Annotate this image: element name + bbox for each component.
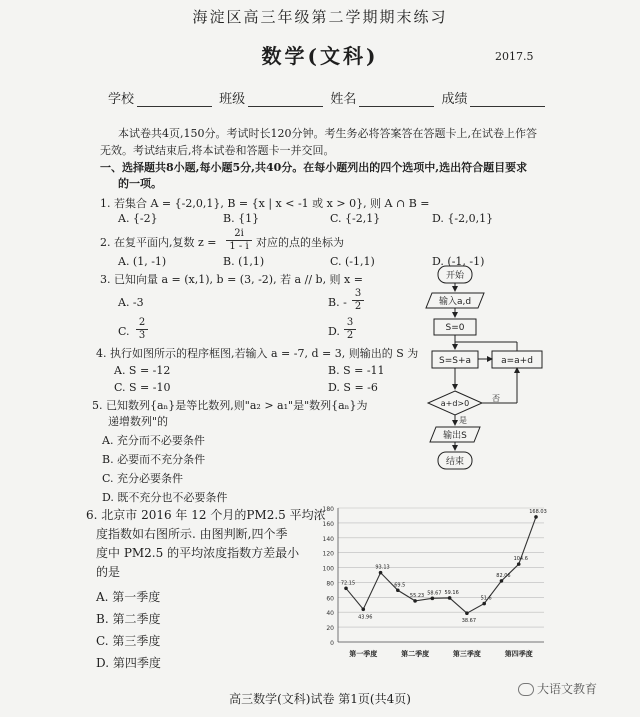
q2-option-c: C. (-1,1) bbox=[330, 255, 375, 268]
data-label: 59.16 bbox=[444, 589, 459, 596]
q3-frac-d-num: 3 bbox=[346, 317, 354, 328]
field-score: 成绩 bbox=[441, 92, 468, 107]
data-point bbox=[413, 599, 417, 603]
chart-axes bbox=[323, 506, 544, 658]
q3-frac-b-den: 2 bbox=[352, 300, 364, 313]
data-label: 82.06 bbox=[496, 572, 511, 579]
y-tick-label: 20 bbox=[326, 625, 334, 633]
exam-title: 海淀区高三年级第二学期期末练习 bbox=[192, 8, 448, 26]
data-label: 168.03 bbox=[529, 508, 547, 515]
x-category-label: 第四季度 bbox=[504, 650, 533, 658]
q6-stem-2: 度指数如右图所示. 由图判断,四个季 bbox=[96, 527, 288, 541]
q2-stem-a: 2. 在复平面内,复数 z = bbox=[100, 236, 217, 249]
y-tick-label: 140 bbox=[322, 535, 334, 543]
q2-option-d: D. (-1, -1) bbox=[432, 255, 485, 268]
q6-stem-4: 的是 bbox=[96, 565, 121, 579]
q2-option-a: A. (1, -1) bbox=[118, 255, 167, 268]
instructions-line2: 无效。考试结束后,将本试卷和答题卡一并交回。 bbox=[100, 144, 335, 157]
data-point bbox=[379, 571, 383, 575]
data-label: 58.67 bbox=[427, 590, 442, 597]
score-blank bbox=[470, 94, 545, 107]
instructions-line1: 本试卷共4页,150分。考试时长120分钟。考生务必将答案答在答题卡上,在试卷上作答 bbox=[118, 127, 537, 140]
q3-option-b: B. - bbox=[328, 296, 347, 309]
q1-option-b: B. {1} bbox=[223, 212, 260, 225]
q6-option-b: B. 第二季度 bbox=[96, 612, 161, 626]
data-point bbox=[431, 597, 435, 601]
q3-frac-b bbox=[352, 288, 364, 313]
y-tick-label: 0 bbox=[330, 640, 334, 647]
flow-end-text: 结束 bbox=[445, 457, 465, 467]
chart-grid bbox=[338, 508, 544, 642]
field-school: 学校 bbox=[108, 92, 135, 107]
program-flowchart bbox=[420, 262, 550, 474]
data-point bbox=[465, 611, 469, 615]
q3-frac-c-den: 3 bbox=[136, 329, 148, 342]
data-point bbox=[482, 602, 486, 606]
data-point bbox=[396, 588, 400, 592]
x-category-label: 第三季度 bbox=[452, 650, 481, 658]
q5-option-d: D. 既不充分也不必要条件 bbox=[102, 491, 228, 504]
q2-numerator: 2i bbox=[234, 228, 244, 239]
q4-option-c: C. S = -10 bbox=[114, 381, 171, 394]
q5-option-b: B. 必要而不充分条件 bbox=[102, 453, 206, 466]
q3-frac-d-den: 2 bbox=[344, 329, 356, 342]
data-point bbox=[361, 607, 365, 611]
q1-option-c: C. {-2,1} bbox=[330, 212, 381, 225]
data-label: 43.96 bbox=[358, 614, 373, 621]
q6-option-a: A. 第一季度 bbox=[96, 590, 161, 604]
x-category-label: 第二季度 bbox=[401, 650, 430, 658]
flow-output-text: 输出S bbox=[443, 431, 467, 441]
wechat-icon bbox=[518, 683, 534, 696]
name-blank bbox=[359, 94, 434, 107]
flow-input-text: 输入a,d bbox=[438, 297, 472, 307]
data-point bbox=[534, 515, 538, 519]
q1-option-a: A. {-2} bbox=[118, 212, 158, 225]
section-heading-2: 的一项。 bbox=[118, 177, 162, 190]
data-point bbox=[344, 586, 348, 590]
section-heading: 一、选择题共8小题,每小题5分,共40分。在每小题列出的四个选项中,选出符合题目要求 bbox=[100, 161, 528, 174]
chart-series bbox=[344, 515, 538, 615]
q5-option-a: A. 充分而不必要条件 bbox=[102, 434, 205, 447]
data-point bbox=[500, 579, 504, 583]
q3-option-c: C. bbox=[118, 325, 130, 338]
q3-frac-c-num: 2 bbox=[138, 317, 146, 328]
y-tick-label: 100 bbox=[322, 565, 334, 573]
y-tick-label: 60 bbox=[326, 595, 334, 603]
data-label: 38.67 bbox=[461, 618, 477, 625]
q3-option-d: D. bbox=[328, 325, 340, 338]
school-blank bbox=[137, 94, 212, 107]
q3-option-a: A. -3 bbox=[118, 296, 144, 309]
q4-stem: 4. 执行如图所示的程序框图,若输入 a = -7, d = 3, 则输出的 S 为 bbox=[96, 347, 419, 360]
q3-frac-c bbox=[136, 317, 148, 342]
flow-condition-text: a+d>0 bbox=[440, 399, 470, 408]
watermark-text: 大语文教育 bbox=[537, 682, 598, 696]
q5-stem-2: 递增数列"的 bbox=[108, 415, 169, 428]
q2-option-b: B. (1,1) bbox=[223, 255, 265, 268]
y-tick-label: 120 bbox=[322, 550, 334, 558]
q2-fraction bbox=[226, 228, 252, 253]
q4-option-a: A. S = -12 bbox=[114, 364, 171, 377]
flow-yes-label: 是 bbox=[459, 416, 467, 425]
y-tick-label: 40 bbox=[326, 610, 334, 618]
data-label: 55.23 bbox=[409, 592, 425, 599]
data-label: 93.13 bbox=[375, 564, 390, 571]
data-label: 51.6 bbox=[480, 595, 492, 602]
data-label: 72.15 bbox=[340, 580, 356, 587]
q2-denominator: 1 - i bbox=[226, 240, 252, 253]
q6-stem-1: 6. 北京市 2016 年 12 个月的PM2.5 平均浓 bbox=[86, 508, 326, 522]
data-point bbox=[448, 596, 452, 600]
q4-option-b: B. S = -11 bbox=[328, 364, 385, 377]
x-category-label: 第一季度 bbox=[349, 650, 378, 658]
data-label: 104.6 bbox=[513, 556, 528, 563]
data-label: 69.5 bbox=[394, 582, 406, 589]
class-blank bbox=[248, 94, 323, 107]
flow-no-label: 否 bbox=[492, 394, 500, 403]
field-name: 姓名 bbox=[330, 92, 357, 107]
q6-option-d: D. 第四季度 bbox=[96, 656, 161, 670]
q5-option-c: C. 充分必要条件 bbox=[102, 472, 184, 485]
subject-title: 数学(文科) bbox=[261, 44, 379, 68]
y-tick-label: 180 bbox=[322, 506, 334, 513]
student-info-row bbox=[108, 88, 548, 107]
pm25-line-chart bbox=[312, 500, 550, 670]
q1-stem: 1. 若集合 A = {-2,0,1}, B = {x | x < -1 或 x > 0}, 则 A ∩ B = bbox=[100, 197, 430, 210]
q3-frac-d bbox=[344, 317, 356, 342]
q2-stem-b: 对应的点的坐标为 bbox=[256, 236, 344, 249]
data-point bbox=[517, 562, 521, 566]
page-footer: 高三数学(文科)试卷 第1页(共4页) bbox=[229, 692, 411, 706]
q3-frac-b-num: 3 bbox=[354, 288, 362, 299]
q5-stem-1: 5. 已知数列{aₙ}是等比数列,则"a₂ > a₁"是"数列{aₙ}为 bbox=[92, 399, 368, 412]
q4-option-d: D. S = -6 bbox=[328, 381, 378, 394]
q6-option-c: C. 第三季度 bbox=[96, 634, 161, 648]
q6-stem-3: 度中 PM2.5 的平均浓度指数方差最小 bbox=[96, 546, 300, 560]
field-class: 班级 bbox=[219, 92, 246, 107]
flow-update-a-text: a=a+d bbox=[501, 356, 533, 366]
y-tick-label: 160 bbox=[322, 520, 334, 528]
y-tick-label: 80 bbox=[326, 580, 334, 588]
watermark bbox=[518, 680, 597, 697]
q3-stem: 3. 已知向量 a = (x,1), b = (3, -2), 若 a // b, 则 x = bbox=[100, 273, 363, 286]
flow-start-text: 开始 bbox=[445, 271, 465, 281]
flow-init-text: S=0 bbox=[445, 323, 465, 333]
q1-option-d: D. {-2,0,1} bbox=[432, 212, 494, 225]
exam-date: 2017.5 bbox=[495, 50, 534, 63]
flow-update-s-text: S=S+a bbox=[438, 356, 472, 366]
